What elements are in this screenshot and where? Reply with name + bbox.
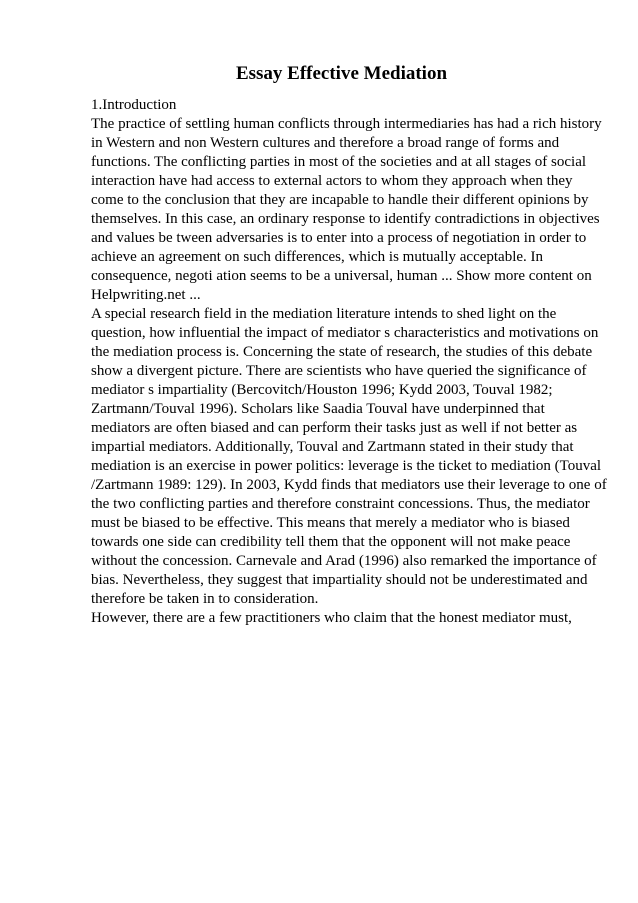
text-line: functions. The conflicting parties in most of the societies and at all stages of social (91, 154, 587, 170)
text-line: mediator s impartiality (Bercovitch/Houston 1996; Kydd 2003, Touval 1982; (91, 382, 553, 398)
text-line: consequence, negoti ation seems to be a universal, human ... Show more content on (91, 268, 592, 284)
text-line: achieve an agreement on such differences, which is mutually acceptable. In (91, 249, 544, 265)
text-line: Helpwriting.net ... (91, 287, 201, 303)
text-line: and values be tween adversaries is to enter into a process of negotiation in order to (91, 230, 587, 246)
text-line: Zartmann/Touval 1996). Scholars like Saadia Touval have underpinned that (91, 401, 545, 417)
text-line: show a divergent picture. There are scientists who have queried the significance of (91, 363, 587, 379)
document-title: Essay Effective Mediation (235, 63, 448, 84)
document-body (91, 96, 611, 628)
text-line: must be biased to be effective. This means that merely a mediator who is biased (91, 515, 570, 531)
text-line: themselves. In this case, an ordinary response to identify contradictions in objectives (91, 211, 600, 227)
text-line: the two conflicting parties and therefore constraint concessions. Thus, the mediator (91, 496, 590, 512)
text-line: without the concession. Carnevale and Arad (1996) also remarked the importance of (91, 553, 597, 569)
text-line: therefore be taken in to consideration. (91, 591, 319, 607)
text-line: the mediation process is. Concerning the state of research, the studies of this debate (91, 344, 593, 360)
text-line: come to the conclusion that they are incapable to handle their different opinions by (91, 192, 589, 208)
text-line: 1.Introduction (91, 97, 177, 113)
text-line: However, there are a few practitioners who claim that the honest mediator must, (91, 610, 572, 626)
text-line: mediation is an exercise in power politics: leverage is the ticket to mediation (Touval (91, 458, 602, 474)
text-line: impartial mediators. Additionally, Touval and Zartmann stated in their study that (91, 439, 574, 455)
text-line: mediators are often biased and can perform their tasks just as well if not better as (91, 420, 578, 436)
text-line: in Western and non Western cultures and therefore a broad range of forms and (91, 135, 560, 151)
text-line: A special research field in the mediation literature intends to shed light on the (91, 306, 557, 322)
text-line: towards one side can credibility tell them that the opponent will not make peace (91, 534, 571, 550)
text-line: bias. Nevertheless, they suggest that impartiality should not be underestimated and (91, 572, 588, 588)
text-line: question, how influential the impact of mediator s characteristics and motivations on (91, 325, 599, 341)
text-line: The practice of settling human conflicts through intermediaries has had a rich history (91, 116, 602, 132)
text-line: /Zartmann 1989: 129). In 2003, Kydd finds that mediators use their leverage to one of (91, 477, 607, 493)
text-line: interaction have had access to external actors to whom they approach when they (91, 173, 573, 189)
